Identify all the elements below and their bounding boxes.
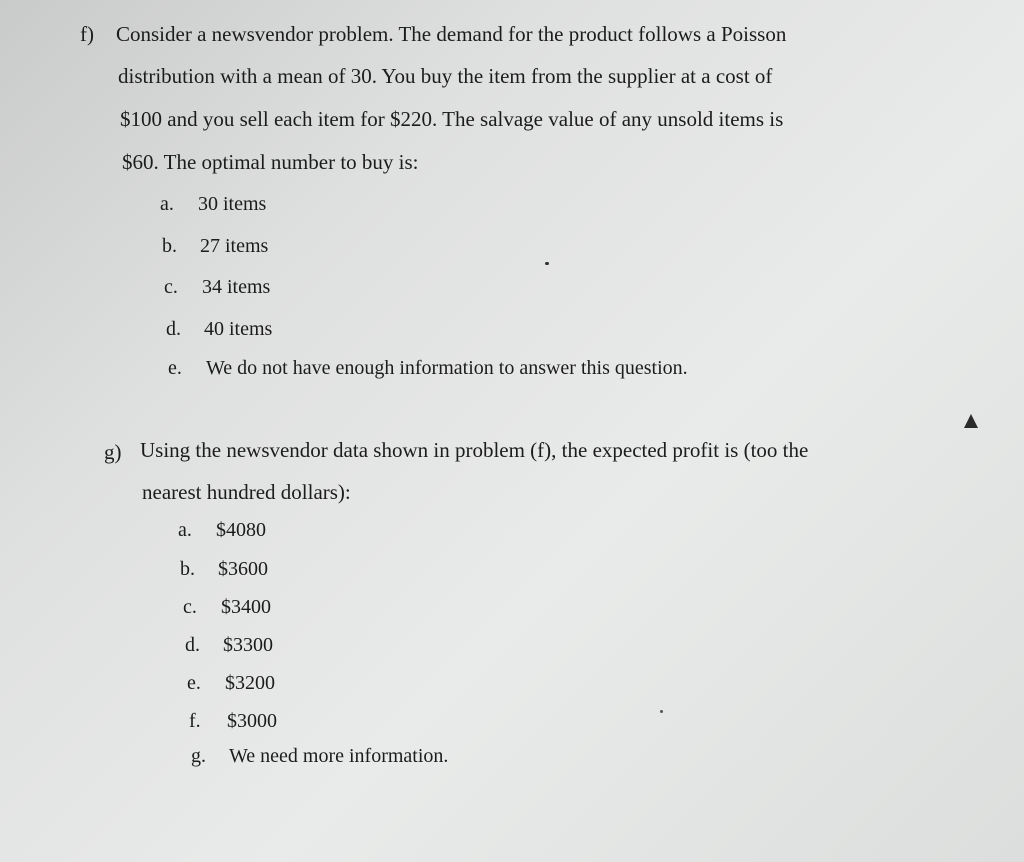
question-g-option-d [185,632,273,658]
question-f-line-3: $100 and you sell each item for $220. The salvage value of any unsold items is [120,107,784,131]
option-letter: e. [187,672,201,694]
option-letter: d. [166,318,181,340]
question-f-option-a [160,191,266,217]
option-letter: a. [160,193,174,215]
question-f-line-4: $60. The optimal number to buy is: [122,150,419,174]
question-g-option-f [189,708,277,734]
question-f-option-e [168,355,688,381]
question-g-option-a [178,517,266,543]
question-g-option-e [187,670,275,696]
option-text: $4080 [216,519,266,541]
question-f-option-c [164,274,270,300]
option-text: 27 items [200,235,269,257]
option-text: $3400 [221,596,271,618]
option-text: We need more information. [229,745,449,767]
question-g-number: g) [104,440,122,464]
option-letter: b. [180,558,195,580]
question-f-option-d [166,316,272,342]
option-letter: c. [164,276,178,298]
question-f-line-1: Consider a newsvendor problem. The demand for the product follows a Poisson [116,22,787,46]
option-letter: d. [185,634,200,656]
option-text: 40 items [204,318,273,340]
ink-speck [545,262,549,265]
question-g-line-2: nearest hundred dollars): [142,480,351,504]
ink-speck [660,710,663,713]
option-text: 34 items [202,276,271,298]
question-f-number: f) [80,22,94,46]
question-g-option-g [191,743,448,769]
mouse-cursor-icon [964,414,978,428]
question-g-option-c [183,594,271,620]
option-text: $3000 [227,710,277,732]
question-f-line-2: distribution with a mean of 30. You buy the item from the supplier at a cost of [118,64,773,88]
option-letter: f. [189,710,201,732]
option-text: We do not have enough information to answer this question. [206,357,688,379]
option-letter: g. [191,745,206,767]
option-letter: c. [183,596,197,618]
option-text: $3200 [225,672,275,694]
option-text: 30 items [198,193,267,215]
question-g-option-b [180,556,268,582]
option-text: $3600 [218,558,268,580]
option-text: $3300 [223,634,273,656]
question-g-line-1: Using the newsvendor data shown in problem (f), the expected profit is (too the [140,438,809,462]
option-letter: b. [162,235,177,257]
question-f-option-b [162,233,268,259]
option-letter: e. [168,357,182,379]
option-letter: a. [178,519,192,541]
